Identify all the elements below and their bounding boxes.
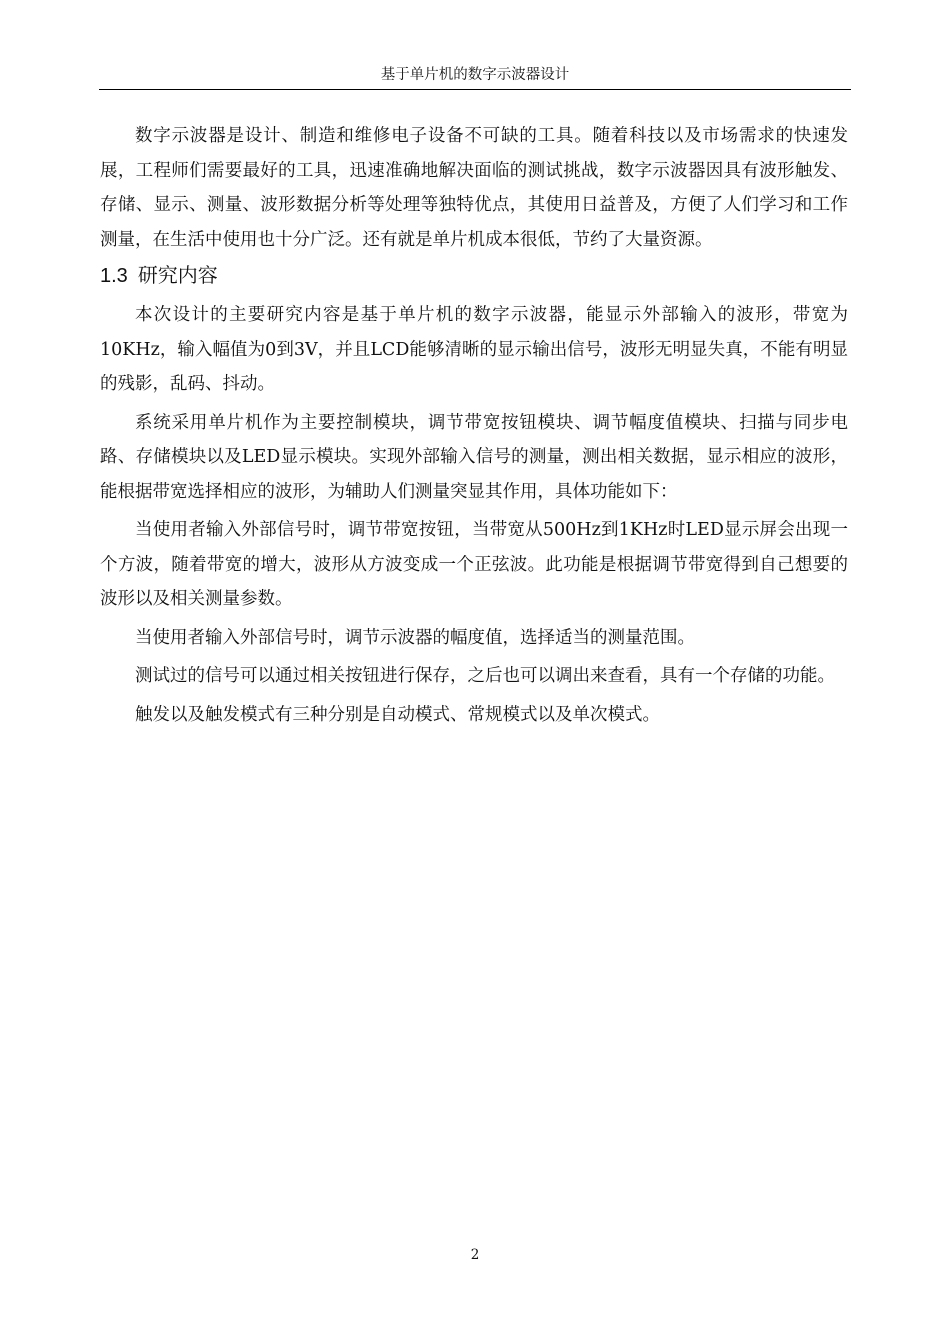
intro-paragraph: 数字示波器是设计、制造和维修电子设备不可缺的工具。随着科技以及市场需求的快速发展，工程师们需要最好的工具，迅速准确地解决面临的测试挑战，数字示波器因具有波形触发、存储、显示、测量、波形数据分析等处理等独特优点，其使用日益普及，方便了人们学习和工作测量，在生活中使用也十分广泛。还有就是单片机成本很低，节约了大量资源。 xyxy=(100,126,848,250)
paragraph-amplitude-function: 当使用者输入外部信号时，调节示波器的幅度值，选择适当的测量范围。 xyxy=(135,627,695,648)
paragraph-research-scope: 本次设计的主要研究内容是基于单片机的数字示波器，能显示外部输入的波形，带宽为10KHz，输入幅值为0到3V，并且LCD能够清晰的显示输出信号，波形无明显失真，不能有明显的残影，乱码、抖动。 xyxy=(100,305,848,394)
page-number: 2 xyxy=(470,1247,480,1263)
document-body xyxy=(100,119,848,736)
header-title: 基于单片机的数字示波器设计 xyxy=(380,67,570,83)
section-title: 研究内容 xyxy=(137,263,218,287)
section-number: 1.3 xyxy=(100,265,128,287)
section-heading xyxy=(100,261,848,298)
paragraph-system-modules: 系统采用单片机作为主要控制模块，调节带宽按钮模块、调节幅度值模块、扫描与同步电路、存储模块以及LED显示模块。实现外部输入信号的测量，测出相关数据，显示相应的波形，能根据带宽选择相应的波形，为辅助人们测量突显其作用，具体功能如下： xyxy=(100,412,848,502)
paragraph-trigger-modes: 触发以及触发模式有三种分别是自动模式、常规模式以及单次模式。 xyxy=(135,704,660,725)
paragraph-bandwidth-function: 当使用者输入外部信号时，调节带宽按钮，当带宽从500Hz到1KHz时LED显示屏会出现一个方波，随着带宽的增大，波形从方波变成一个正弦波。此功能是根据调节带宽得到自己想要的波形以及相关测量参数。 xyxy=(100,520,848,609)
paragraph-storage-function: 测试过的信号可以通过相关按钮进行保存，之后也可以调出来查看，具有一个存储的功能。 xyxy=(135,666,835,686)
page-header xyxy=(99,66,851,90)
